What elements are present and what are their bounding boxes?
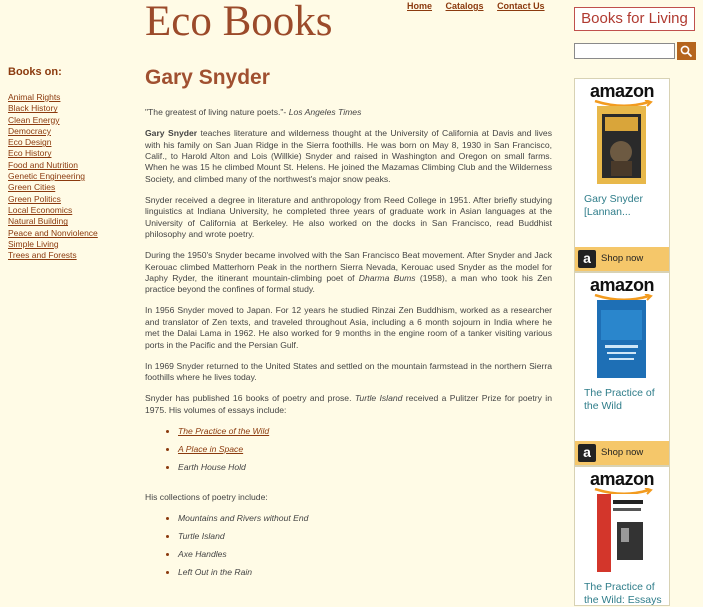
shop-now-button[interactable] [575, 247, 669, 271]
sidebar-heading: Books on: [8, 66, 62, 78]
book-title-turtle-island: Turtle Island [354, 393, 403, 404]
search-input[interactable] [574, 43, 675, 59]
ad-product-title[interactable]: Gary Snyder [Lannan... [584, 193, 643, 218]
category-list [8, 92, 98, 261]
bio-paragraph-4: In 1956 Snyder moved to Japan. For 12 years he studied Rinzai Zen Buddhism, worked as a researcher and translator of Zen texts, and traveled throughout Asia, including a 6 month sojourn in India where he met the Dalai Lama in 1962. He also worked for 9 months in the engine room of a tanker visiting various ports in the Pacific and the Persian Gulf. [145, 305, 552, 350]
bio-paragraph-3 [145, 250, 552, 296]
book-cover-image [597, 300, 646, 378]
ad-product-title[interactable]: The Practice of the Wild: Essays [584, 581, 662, 606]
bio-paragraph-1 [145, 128, 552, 185]
bio-paragraph-6-text-b: received a Pulitzer Prize for poetry in 1975. His volumes of essays include: [145, 393, 552, 415]
sidebar-item-trees-forests[interactable]: Trees and Forests [8, 250, 77, 261]
sidebar-item-black-history[interactable]: Black History [8, 103, 58, 114]
amazon-logo: amazon [590, 275, 655, 295]
sidebar-item-food-nutrition[interactable]: Food and Nutrition [8, 159, 78, 170]
essays-list [145, 426, 552, 480]
bio-paragraph-5: In 1969 Snyder returned to the United States and settled on the mountain farmstead in the northern Sierra foothills where he lives today. [145, 360, 552, 383]
bio-paragraph-1-text: teaches literature and wilderness thought at the University of California at Davis and lives with his family on San Juan Ridge in the Sierra foothills. He was born on May 8, 1930 in San Francisco, Calif., to Harold Alton and Lois (Willkie) Snyder and raised in Washington and Oregon on small farms. When he was 15 he climbed Mount St. Helens. He joined the Mazamas Climbing Club and the Wilderness Society, and climbed many of the northwest's major snow peaks. [145, 128, 553, 184]
sidebar-item-animal-rights[interactable]: Animal Rights [8, 92, 61, 102]
list-item [178, 426, 552, 444]
quote-source: Los Angeles Times [288, 107, 362, 117]
amazon-ad-3[interactable] [574, 466, 670, 606]
site-logo[interactable]: Eco Books [145, 0, 333, 45]
book-title-dharma-bums: Dharma Bums [358, 272, 416, 283]
nav-catalogs-link[interactable]: Catalogs [445, 1, 484, 11]
page-title: Gary Snyder [145, 66, 270, 89]
amazon-ad-2[interactable] [574, 272, 670, 466]
search-button[interactable] [677, 42, 696, 60]
article-body [145, 107, 552, 597]
bio-paragraph-3-text-a: During the 1950's Snyder became involved with the San Francisco Beat movement. After Snyder and Jack Kerouac climbed Matterhorn Peak in the northern Sierra Nevada, Kerouac used Snyder as the model for Japhy Ryder, the itinerant mountain-climbing poet of [145, 250, 552, 283]
sidebar-item-peace-nonviolence[interactable]: Peace and Nonviolence [8, 227, 98, 238]
sidebar-item-genetic-engineering[interactable]: Genetic Engineering [8, 171, 86, 182]
books-for-living-banner[interactable]: Books for Living [574, 7, 695, 31]
sidebar-item-eco-design[interactable]: Eco Design [8, 137, 52, 148]
bio-paragraph-6-text-a: Snyder has published 16 books of poetry and prose. [145, 393, 355, 404]
shop-now-label: Shop now [601, 447, 644, 458]
amazon-ad-1[interactable] [574, 78, 670, 272]
book-cover-image [597, 106, 646, 184]
search-icon [680, 45, 693, 58]
sidebar-item-green-politics[interactable]: Green Politics [8, 193, 61, 204]
list-item: • Axe Handles [178, 549, 552, 567]
author-name: Gary Snyder [145, 128, 198, 139]
list-item: • Mountains and Rivers without End [178, 513, 552, 531]
sidebar-item-eco-history[interactable]: Eco History [8, 148, 52, 159]
nav-contact-link[interactable]: Contact Us [497, 1, 545, 11]
shop-now-button[interactable] [575, 441, 669, 465]
list-item [178, 444, 552, 462]
bio-paragraph-2: Snyder received a degree in literature and anthropology from Reed College in 1951. After briefly studying linguistics at Indiana University, he completed three years of graduate work in Asian languages at the University of California at Berkeley. He also worked on the docks in San Francisco, read Buddhist philosophy and wrote poetry. [145, 194, 552, 240]
sidebar-item-local-economics[interactable]: Local Economics [8, 204, 73, 215]
top-nav [407, 1, 556, 11]
quote-text: "The greatest of living nature poets."- [145, 107, 287, 117]
sidebar-item-simple-living[interactable]: Simple Living [8, 238, 59, 249]
list-item: • Earth House Hold [178, 462, 552, 480]
amazon-logo: amazon [590, 81, 655, 101]
amazon-a-icon: a [578, 444, 596, 462]
poetry-list [145, 513, 552, 585]
nav-home-link[interactable]: Home [407, 1, 433, 11]
essay-link-practice-of-the-wild[interactable]: The Practice of the Wild [178, 425, 270, 436]
sidebar-item-green-cities[interactable]: Green Cities [8, 182, 56, 193]
poetry-intro: His collections of poetry include: [145, 491, 268, 502]
sidebar-item-democracy[interactable]: Democracy [8, 125, 51, 136]
sidebar-item-clean-energy[interactable]: Clean Energy [8, 114, 60, 125]
bio-paragraph-6 [145, 393, 552, 416]
ad-product-title[interactable]: The Practice of the Wild [584, 387, 655, 412]
shop-now-label: Shop now [601, 253, 644, 264]
amazon-a-icon: a [578, 250, 596, 268]
sidebar-item-natural-building[interactable]: Natural Building [8, 216, 69, 227]
bio-paragraph-3-text-b: (1958), a man who took his Zen practice beyond the confines of formal study. [145, 272, 553, 295]
list-item: • Turtle Island [178, 531, 552, 549]
quote-paragraph [145, 107, 552, 118]
book-cover-image [597, 494, 646, 572]
essay-link-place-in-space[interactable]: A Place in Space [178, 443, 244, 454]
list-item: • Left Out in the Rain [178, 567, 552, 585]
amazon-logo: amazon [590, 469, 655, 489]
